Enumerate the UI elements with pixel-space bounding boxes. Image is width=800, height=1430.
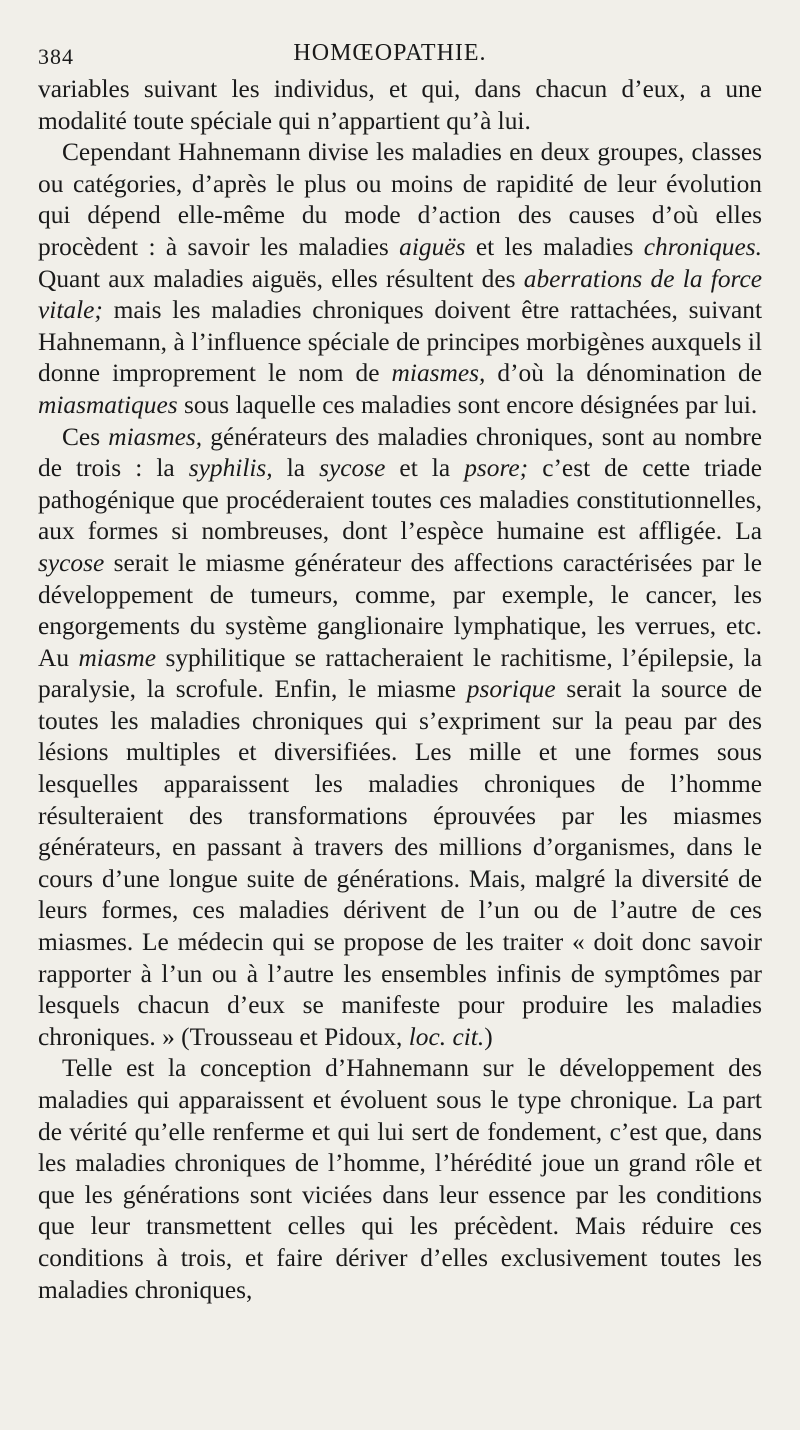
text-run: serait la source de toutes les maladies chroniques qui s’expriment sur la peau par des lésions multiples et diversifiées. Les mille et une formes sous lesquelles apparaissent les maladies chroniques de l’homme résulteraient des transformations éprouvées par les miasmes générateurs, en passant à travers des millions d’organismes, dans le cours d’une longue suite de générations. Mais, malgré la diversité de leurs formes, ces maladies dérivent de l’un ou de l’autre de ces miasmes. Le médecin qui se propose de les traiter « doit donc savoir rapporter à l’un ou à l’autre les ensembles infinis de symptômes par lesquels chacun d’eux se manifeste pour produire les maladies chroniques. » (Trousseau et Pidoux, — [38, 675, 762, 1051]
italic-text: loc. cit. — [408, 1022, 485, 1051]
running-title: HOMŒOPATHIE. — [293, 40, 487, 66]
italic-text: psore; — [464, 454, 529, 483]
text-run: la — [272, 454, 320, 483]
italic-text: miasme — [78, 643, 157, 672]
text-run: sous laquelle ces maladies sont encore désignées par lui. — [177, 390, 758, 419]
italic-text: miasmes, — [391, 359, 486, 388]
running-head — [38, 30, 762, 74]
text-run: et les maladies — [465, 232, 644, 261]
paragraph — [38, 137, 762, 421]
italic-text: syphilis, — [188, 454, 273, 483]
text-run: Telle est la conception d’Hahnemann sur le développement des maladies qui apparaissent et évoluent sous le type chronique. La part de vérité qu’elle renferme et qui lui sert de fondement, c’est que, dans les maladies chroniques de l’homme, l’hérédité joue un grand rôle et que les générations sont viciées dans leur essence par les conditions que leur transmettent celles qui les précèdent. Mais réduire ces conditions à trois, et faire dériver d’elles exclusivement toutes les maladies chroniques, — [38, 1054, 762, 1304]
italic-text: sycose — [38, 548, 105, 577]
italic-text: miasmes, — [108, 422, 203, 451]
text-run: et la — [385, 454, 465, 483]
text-run: mais les maladies chroniques doivent être rattachées, suivant Hahnemann, à l’influence spéciale de principes morbigènes auxquels il donne improprement le nom de — [38, 296, 762, 388]
page-number: 384 — [38, 44, 74, 69]
paragraph — [38, 1053, 762, 1306]
text-run: Ces — [62, 422, 109, 451]
body-text — [38, 74, 762, 1306]
text-run: c’est de cette triade pathogénique que procéderaient toutes ces maladies constitutionnelles, aux formes si nombreuses, dont l’espèce humaine est affligée. La — [38, 454, 762, 546]
paragraph — [38, 74, 762, 137]
text-run: générateurs des maladies chroniques, sont au nombre de trois : la — [38, 422, 762, 483]
text-run: ) — [484, 1022, 493, 1051]
text-run: d’où la dénomination de — [485, 359, 762, 388]
text-run: serait le miasme générateur des affections caractérisées par le développement de tumeurs, comme, par exemple, le cancer, les engorgements du système ganglionaire lymphatique, les verrues, etc. Au — [38, 548, 762, 672]
italic-text: aberrations de la force vitale; — [38, 264, 762, 325]
text-run: syphilitique se rattacheraient le rachitisme, l’épilepsie, la paralysie, la scrofule. Enfin, le miasme — [38, 643, 762, 704]
italic-text: psorique — [466, 675, 556, 704]
italic-text: sycose — [319, 454, 386, 483]
italic-text: miasmatiques — [38, 390, 178, 419]
text-run: variables suivant les individus, et qui, dans chacun d’eux, a une modalité toute spéciale qui n’appartient qu’à lui. — [38, 75, 762, 135]
text-run: Quant aux maladies aiguës, elles résultent des — [38, 264, 524, 293]
italic-text: chroniques. — [643, 232, 762, 261]
italic-text: aiguës — [399, 232, 466, 261]
paragraph — [38, 422, 762, 1054]
text-run: Cependant Hahnemann divise les maladies en deux groupes, classes ou catégories, d’après le plus ou moins de rapidité de leur évolution qui dépend elle-même du mode d’action des causes d’où elles procèdent : à savoir les maladies — [38, 138, 762, 261]
